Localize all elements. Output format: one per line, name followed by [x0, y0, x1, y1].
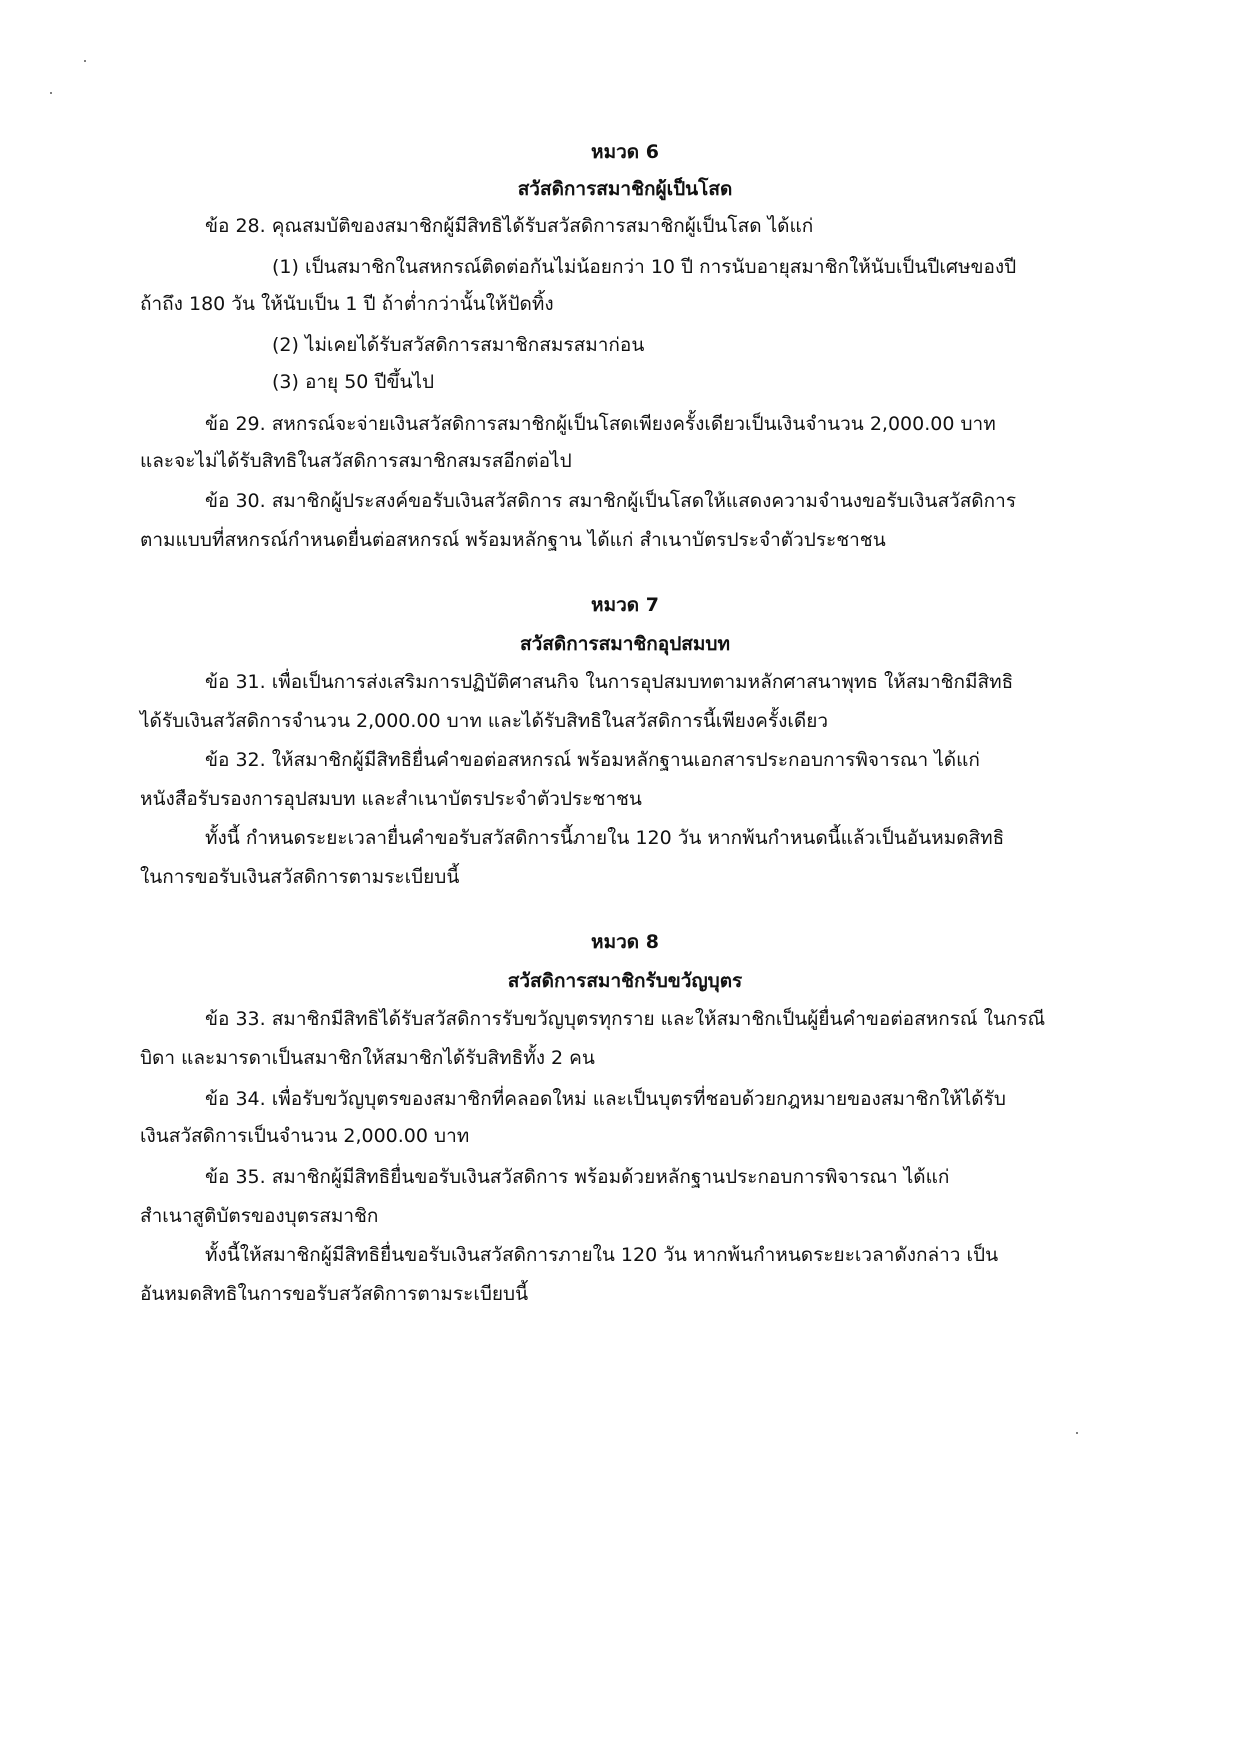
clause-31-cont: ได้รับเงินสวัสดิการจำนวน 2,000.00 บาท และได้รับสิทธิในสวัสดิการนี้เพียงครั้งเดียว: [140, 710, 828, 732]
clause-28-item-3: (3) อายุ 50 ปีขึ้นไป: [272, 371, 435, 393]
clause-33: ข้อ 33. สมาชิกมีสิทธิได้รับสวัสดิการรับขวัญบุตรทุกราย และให้สมาชิกเป็นผู้ยื่นคำขอต่อสหกรณ์ ในกรณี: [205, 1008, 1046, 1030]
scan-speck: [1076, 1432, 1078, 1434]
clause-34: ข้อ 34. เพื่อรับขวัญบุตรของสมาชิกที่คลอดใหม่ และเป็นบุตรที่ชอบด้วยกฎหมายของสมาชิกให้ได้รับ: [205, 1088, 1006, 1110]
clause-29-cont: และจะไม่ได้รับสิทธิในสวัสดิการสมาชิกสมรสอีกต่อไป: [140, 450, 572, 472]
clause-28-item-1-cont: ถ้าถึง 180 วัน ให้นับเป็น 1 ปี ถ้าต่ำกว่านั้นให้ปัดทิ้ง: [140, 293, 554, 315]
clause-35: ข้อ 35. สมาชิกผู้มีสิทธิยื่นขอรับเงินสวัสดิการ พร้อมด้วยหลักฐานประกอบการพิจารณา ได้แก่: [205, 1166, 950, 1188]
clause-32: ข้อ 32. ให้สมาชิกผู้มีสิทธิยื่นคำขอต่อสหกรณ์ พร้อมหลักฐานเอกสารประกอบการพิจารณา ได้แก่: [205, 749, 980, 771]
clause-29: ข้อ 29. สหกรณ์จะจ่ายเงินสวัสดิการสมาชิกผู้เป็นโสดเพียงครั้งเดียวเป็นเงินจำนวน 2,000.00 บาท: [205, 413, 996, 435]
chapter-heading: หมวด 7: [591, 594, 659, 616]
chapter-title: สวัสดิการสมาชิกอุปสมบท: [520, 633, 730, 655]
clause-31: ข้อ 31. เพื่อเป็นการส่งเสริมการปฏิบัติศาสนกิจ ในการอุปสมบทตามหลักศาสนาพุทธ ให้สมาชิกมีสิทธิ: [205, 671, 1014, 693]
clause-28-item-1: (1) เป็นสมาชิกในสหกรณ์ติดต่อกันไม่น้อยกว่า 10 ปี การนับอายุสมาชิกให้นับเป็นปีเศษของปี: [272, 256, 1017, 278]
clause-34-cont: เงินสวัสดิการเป็นจำนวน 2,000.00 บาท: [140, 1125, 470, 1147]
clause-32-note: ทั้งนี้ กำหนดระยะเวลายื่นคำขอรับสวัสดิการนี้ภายใน 120 วัน หากพ้นกำหนดนี้แล้วเป็นอันหมดสิทธิ: [205, 827, 1005, 849]
chapter-title: สวัสดิการสมาชิกผู้เป็นโสด: [517, 178, 733, 200]
scan-speck: [50, 92, 52, 94]
clause-35-note-cont: อันหมดสิทธิในการขอรับสวัสดิการตามระเบียบนี้: [140, 1283, 529, 1305]
clause-32-cont: หนังสือรับรองการอุปสมบท และสำเนาบัตรประจำตัวประชาชน: [140, 788, 642, 810]
chapter-heading: หมวด 8: [591, 931, 659, 953]
clause-35-cont: สำเนาสูติบัตรของบุตรสมาชิก: [140, 1205, 379, 1227]
clause-30-cont: ตามแบบที่สหกรณ์กำหนดยื่นต่อสหกรณ์ พร้อมหลักฐาน ได้แก่ สำเนาบัตรประจำตัวประชาชน: [140, 529, 886, 551]
chapter-title: สวัสดิการสมาชิกรับขวัญบุตร: [507, 970, 743, 992]
clause-33-cont: บิดา และมารดาเป็นสมาชิกให้สมาชิกได้รับสิทธิทั้ง 2 คน: [140, 1047, 595, 1069]
chapter-heading: หมวด 6: [591, 141, 659, 163]
clause-30: ข้อ 30. สมาชิกผู้ประสงค์ขอรับเงินสวัสดิการ สมาชิกผู้เป็นโสดให้แสดงความจำนงขอรับเงินสวัสดิการ: [205, 490, 1017, 512]
clause-32-note-cont: ในการขอรับเงินสวัสดิการตามระเบียบนี้: [140, 866, 460, 888]
clause-28: ข้อ 28. คุณสมบัติของสมาชิกผู้มีสิทธิได้รับสวัสดิการสมาชิกผู้เป็นโสด ได้แก่: [205, 215, 814, 237]
clause-28-item-2: (2) ไม่เคยได้รับสวัสดิการสมาชิกสมรสมาก่อน: [272, 334, 645, 356]
clause-35-note: ทั้งนี้ให้สมาชิกผู้มีสิทธิยื่นขอรับเงินสวัสดิการภายใน 120 วัน หากพ้นกำหนดระยะเวลาดังกล่าว เป็น: [205, 1244, 999, 1266]
scan-speck: [84, 60, 86, 62]
